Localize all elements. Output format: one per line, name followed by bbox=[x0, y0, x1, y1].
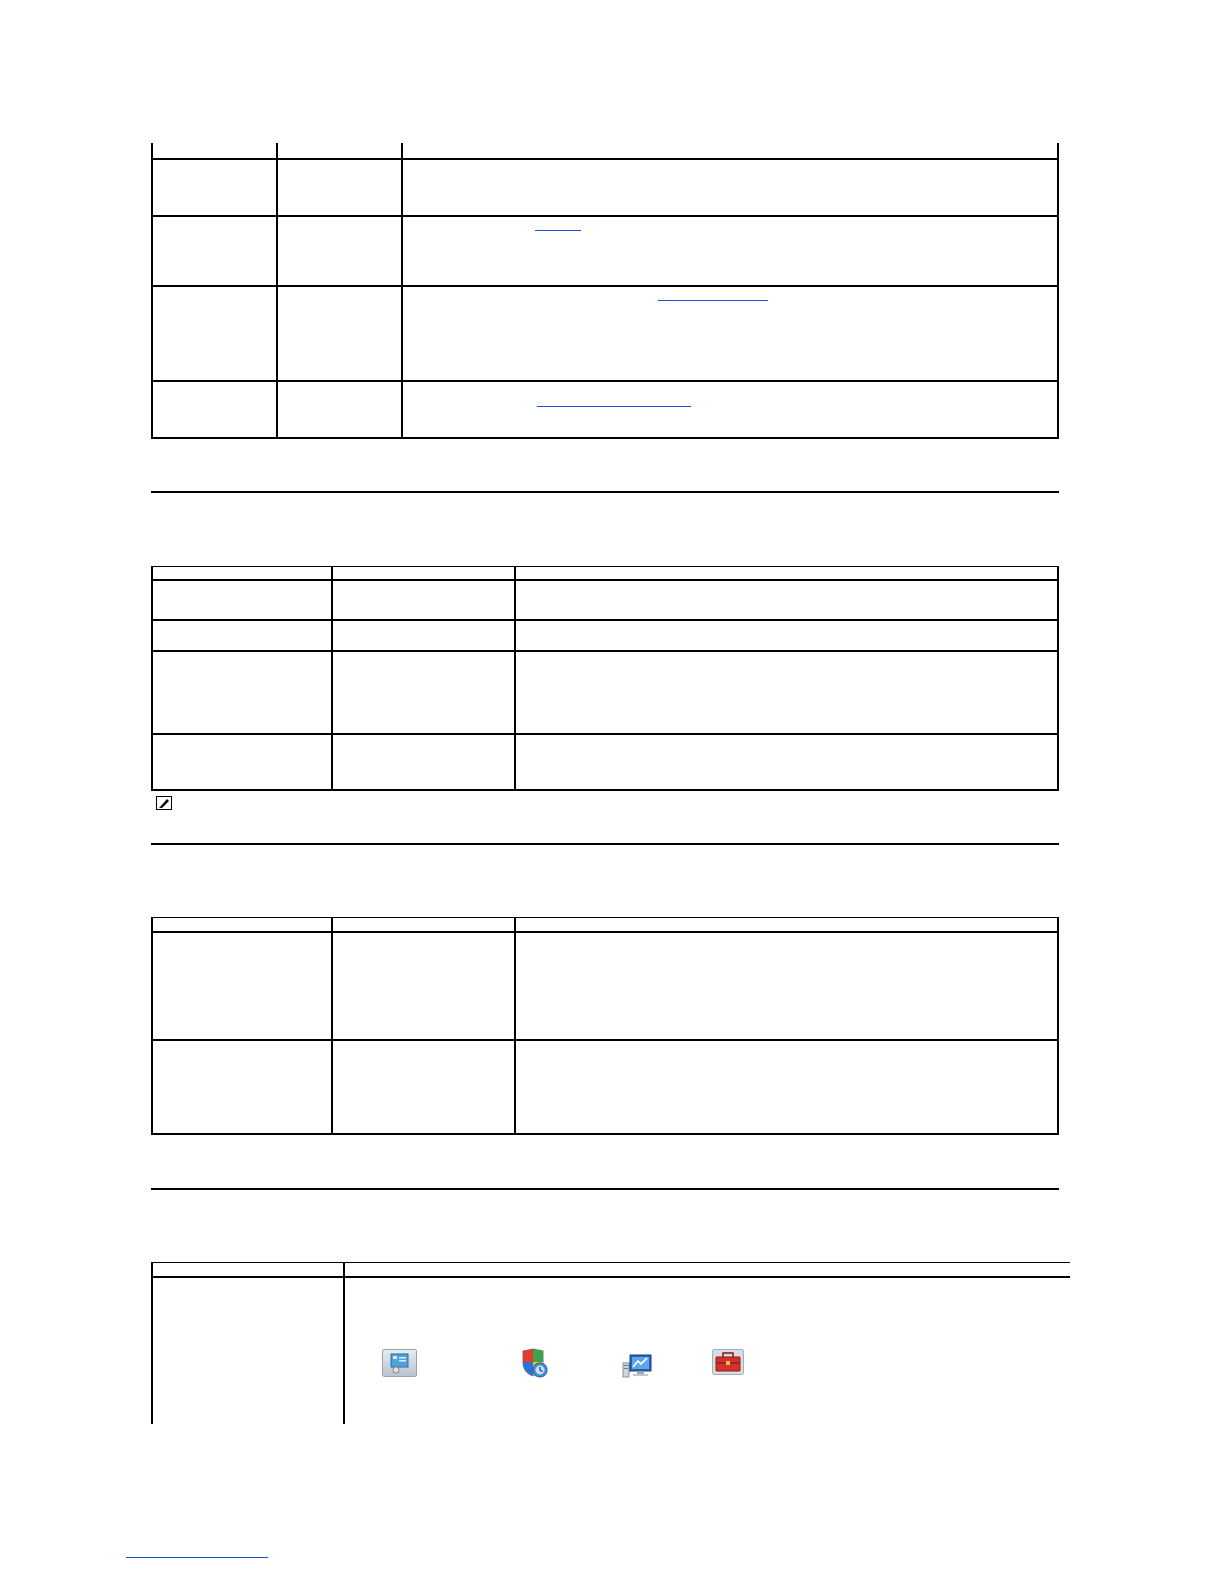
display-settings-icon[interactable] bbox=[382, 1349, 417, 1377]
table-2-right-border bbox=[1057, 566, 1059, 791]
table-2-row-rule bbox=[151, 650, 1059, 652]
table-4-header-rule bbox=[151, 1276, 1070, 1278]
table-2-col-divider-1 bbox=[331, 566, 333, 791]
hyperlink[interactable] bbox=[658, 300, 768, 301]
table-2-top-border bbox=[151, 566, 1059, 567]
table-1-row-rule bbox=[151, 285, 1059, 287]
table-1-col-divider-2 bbox=[401, 143, 403, 439]
table-4-top-border bbox=[151, 1262, 1070, 1263]
table-3-col-divider-2 bbox=[514, 917, 516, 1135]
table-3-bottom-border bbox=[151, 1133, 1059, 1135]
table-3-right-border bbox=[1057, 917, 1059, 1135]
table-2-left-border bbox=[151, 566, 153, 791]
table-1-header-rule bbox=[151, 158, 1059, 160]
hyperlink[interactable] bbox=[535, 230, 581, 231]
table-3-row-rule bbox=[151, 1039, 1059, 1041]
note-pencil-icon bbox=[156, 796, 172, 810]
table-2-row-rule bbox=[151, 733, 1059, 735]
table-3-header-rule bbox=[151, 931, 1059, 933]
table-3-col-divider-1 bbox=[331, 917, 333, 1135]
table-4-left-border bbox=[151, 1262, 153, 1424]
section-separator bbox=[151, 1188, 1059, 1190]
table-1-bottom-border bbox=[151, 437, 1059, 439]
table-1-row-rule bbox=[151, 215, 1059, 217]
network-computer-icon[interactable] bbox=[622, 1353, 654, 1381]
table-1-right-border bbox=[1057, 143, 1059, 439]
hyperlink[interactable] bbox=[537, 406, 691, 407]
table-2-col-divider-2 bbox=[514, 566, 516, 791]
table-2-row-rule bbox=[151, 619, 1059, 621]
table-1-left-border bbox=[151, 143, 153, 439]
section-separator bbox=[151, 491, 1059, 493]
table-4-col-divider-1 bbox=[343, 1262, 345, 1424]
table-2-header-rule bbox=[151, 579, 1059, 581]
toolbox-icon[interactable] bbox=[712, 1349, 744, 1375]
table-2-bottom-border bbox=[151, 789, 1059, 791]
table-1-col-divider-1 bbox=[276, 143, 278, 439]
section-separator bbox=[151, 843, 1059, 845]
table-1-row-rule bbox=[151, 380, 1059, 382]
table-3-top-border bbox=[151, 917, 1059, 918]
security-shield-icon[interactable] bbox=[520, 1348, 550, 1380]
table-3-left-border bbox=[151, 917, 153, 1135]
footer-link[interactable] bbox=[126, 1557, 268, 1558]
